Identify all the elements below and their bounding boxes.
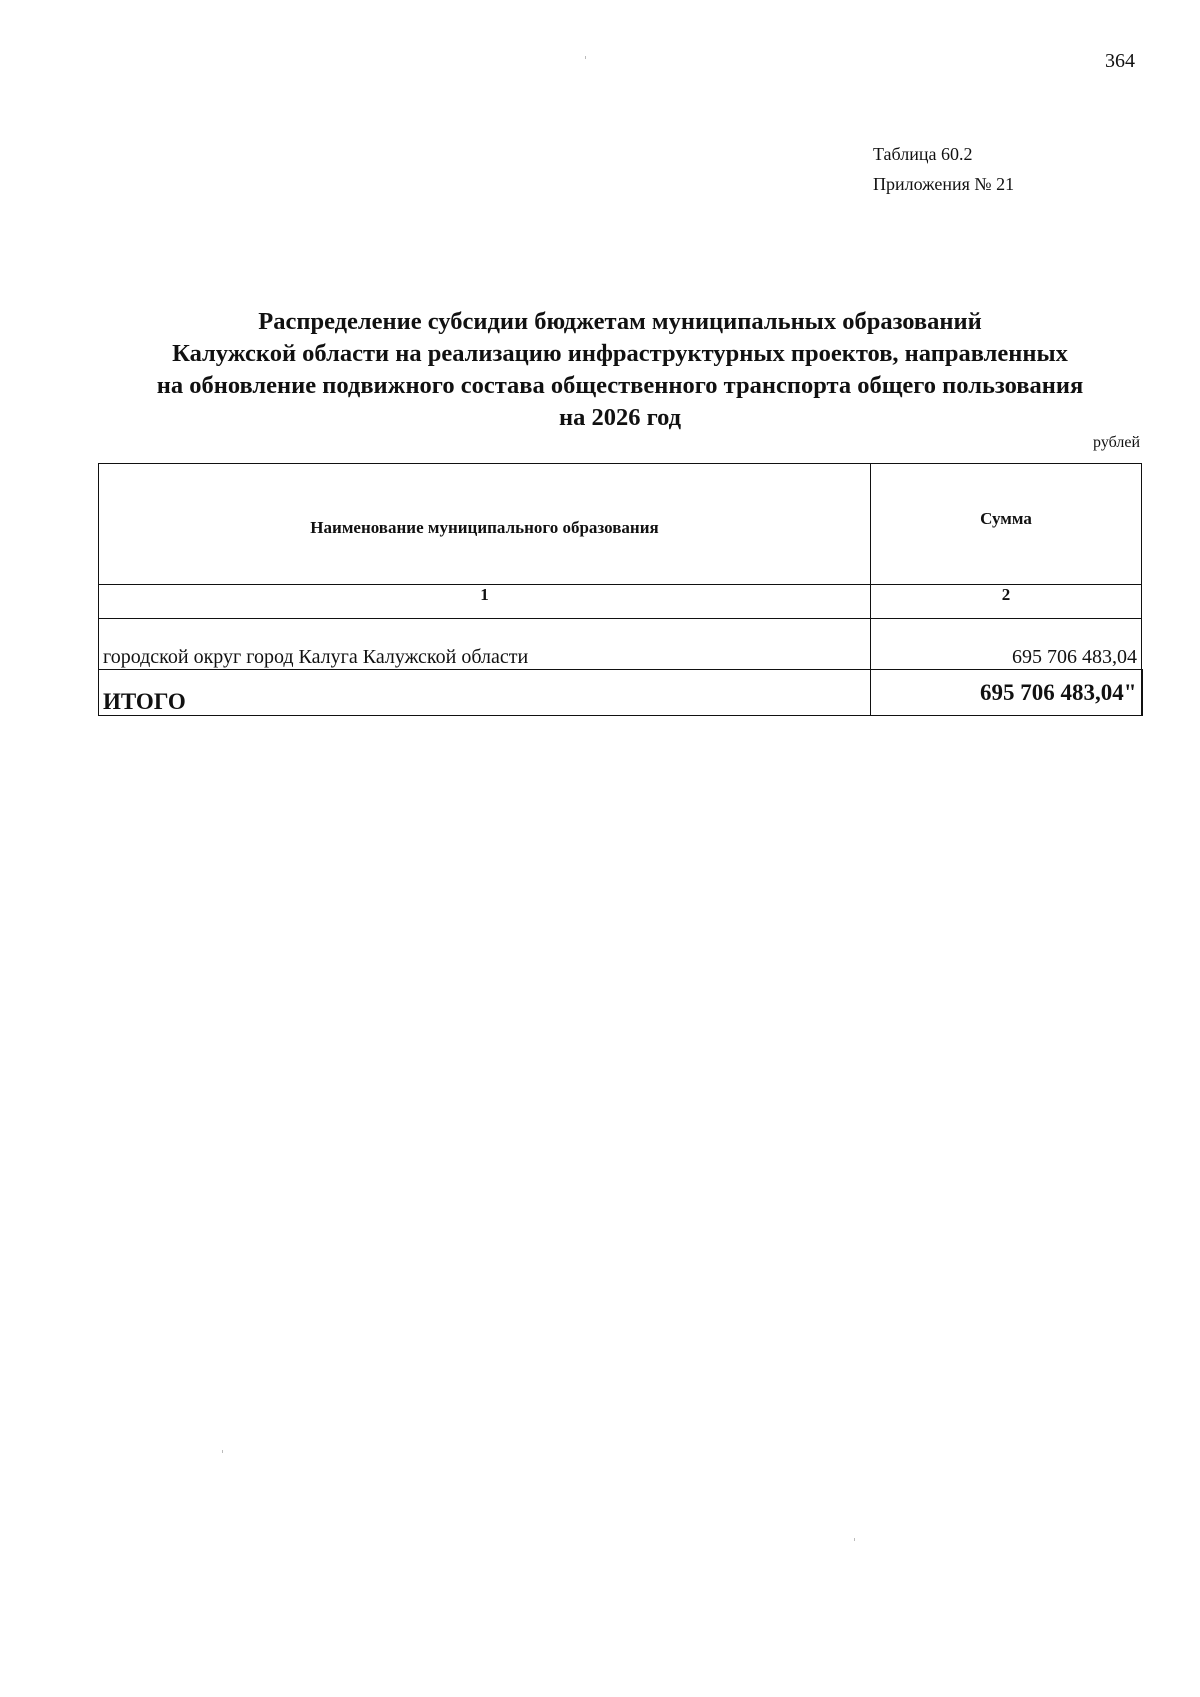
units-label: рублей — [1093, 434, 1140, 451]
document-title — [60, 306, 1180, 434]
scan-speck — [222, 1450, 223, 1453]
scan-speck — [854, 1538, 855, 1541]
table-reference — [873, 139, 1014, 199]
municipality-name: городской округ город Калуга Калужской области — [99, 619, 871, 670]
title-line-1: Распределение субсидии бюджетам муниципальных образований — [258, 308, 982, 335]
table-row — [99, 619, 1142, 670]
column-number-1: 1 — [99, 585, 871, 619]
title-line-4: на 2026 год — [558, 404, 682, 431]
scan-speck — [585, 56, 586, 59]
table-header-row — [99, 464, 1142, 585]
title-line-3: на обновление подвижного состава общественного транспорта общего пользования — [156, 372, 1084, 399]
column-number-row — [99, 585, 1142, 619]
municipality-amount: 695 706 483,04 — [871, 619, 1142, 670]
total-row — [99, 670, 1142, 716]
table-number: Таблица 60.2 — [873, 144, 973, 164]
total-label: ИТОГО — [99, 670, 871, 716]
header-amount: Сумма — [871, 464, 1142, 585]
total-amount: 695 706 483,04" — [871, 670, 1142, 716]
header-municipality: Наименование муниципального образования — [99, 464, 871, 585]
title-line-2: Калужской области на реализацию инфраструктурных проектов, направленных — [172, 340, 1068, 367]
distribution-table — [98, 463, 1143, 716]
page-number: 364 — [1105, 50, 1135, 72]
appendix-number: Приложения № 21 — [873, 174, 1015, 194]
column-number-2: 2 — [871, 585, 1142, 619]
